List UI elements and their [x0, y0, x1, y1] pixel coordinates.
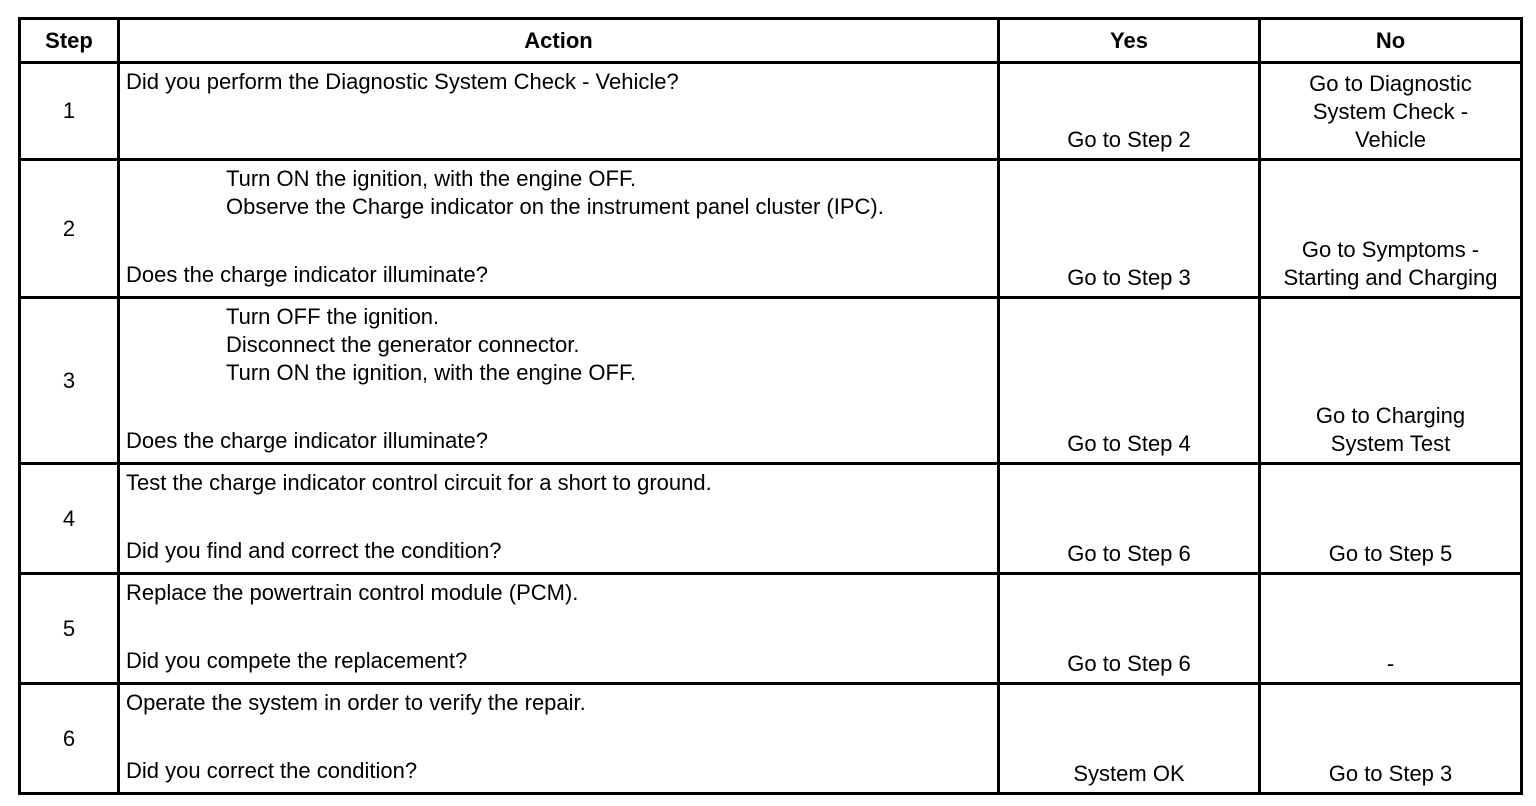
action-question: Does the charge indicator illuminate?	[126, 428, 488, 453]
no-cell	[1260, 63, 1522, 160]
no-cell	[1260, 160, 1522, 298]
table-row	[20, 63, 1522, 160]
step-number: 6	[20, 684, 119, 794]
action-cell	[119, 63, 999, 160]
no-result	[1261, 402, 1520, 462]
yes-result: Go to Step 3	[1067, 265, 1191, 290]
no-result-line: Go to Symptoms -	[1301, 237, 1480, 262]
action-cell	[119, 684, 999, 794]
header-action: Action	[119, 19, 999, 63]
action-line: Replace the powertrain control module (PCM).	[126, 580, 579, 605]
no-cell	[1260, 298, 1522, 464]
action-question: Did you correct the condition?	[126, 758, 418, 783]
action-cell	[119, 160, 999, 298]
table-row	[20, 684, 1522, 794]
header-step: Step	[20, 19, 119, 63]
action-line: Turn ON the ignition, with the engine OFF.	[226, 360, 637, 385]
no-cell	[1260, 574, 1522, 684]
no-cell	[1260, 464, 1522, 574]
diagnostic-table	[18, 17, 1523, 795]
action-line: Turn ON the ignition, with the engine OFF.	[226, 166, 637, 191]
table-row	[20, 160, 1522, 298]
diagnostic-table-container	[18, 17, 1523, 795]
table-row	[20, 464, 1522, 574]
action-line: Observe the Charge indicator on the instrument panel cluster (IPC).	[226, 194, 884, 219]
action-line: Turn OFF the ignition.	[226, 304, 440, 329]
no-result: Go to Step 5	[1328, 541, 1453, 566]
action-question: Did you compete the replacement?	[126, 648, 468, 673]
yes-cell	[999, 63, 1260, 160]
no-result-line: Go to Diagnostic	[1309, 71, 1472, 96]
yes-result: System OK	[1073, 761, 1185, 786]
action-line: Operate the system in order to verify the repair.	[126, 690, 586, 715]
step-number: 5	[20, 574, 119, 684]
no-result-line: Go to Charging	[1315, 403, 1466, 428]
yes-cell	[999, 684, 1260, 794]
yes-cell	[999, 464, 1260, 574]
no-result	[1261, 236, 1520, 296]
no-result: -	[1386, 651, 1395, 676]
action-line: Test the charge indicator control circuit for a short to ground.	[126, 470, 712, 495]
action-question: Did you find and correct the condition?	[126, 538, 502, 563]
yes-cell	[999, 298, 1260, 464]
step-number: 2	[20, 160, 119, 298]
no-result: Go to Step 3	[1328, 761, 1453, 786]
step-number: 3	[20, 298, 119, 464]
no-result-line: Starting and Charging	[1283, 265, 1498, 290]
action-question: Does the charge indicator illuminate?	[126, 262, 488, 287]
yes-cell	[999, 160, 1260, 298]
yes-result: Go to Step 4	[1067, 431, 1191, 456]
no-cell	[1260, 684, 1522, 794]
yes-cell	[999, 574, 1260, 684]
action-cell	[119, 464, 999, 574]
action-line: Disconnect the generator connector.	[226, 332, 580, 357]
header-no: No	[1260, 19, 1522, 63]
no-result-line: System Test	[1330, 431, 1451, 456]
header-yes: Yes	[999, 19, 1260, 63]
header-row	[20, 19, 1522, 63]
yes-result: Go to Step 6	[1067, 541, 1191, 566]
yes-result: Go to Step 2	[1067, 127, 1191, 152]
no-result	[1261, 70, 1520, 158]
action-cell	[119, 298, 999, 464]
no-result-line: System Check -	[1312, 99, 1469, 124]
table-row	[20, 298, 1522, 464]
step-number: 4	[20, 464, 119, 574]
table-row	[20, 574, 1522, 684]
step-number: 1	[20, 63, 119, 160]
action-line: Did you perform the Diagnostic System Check - Vehicle?	[126, 69, 679, 94]
no-result-line: Vehicle	[1355, 127, 1426, 152]
action-cell	[119, 574, 999, 684]
yes-result: Go to Step 6	[1067, 651, 1191, 676]
